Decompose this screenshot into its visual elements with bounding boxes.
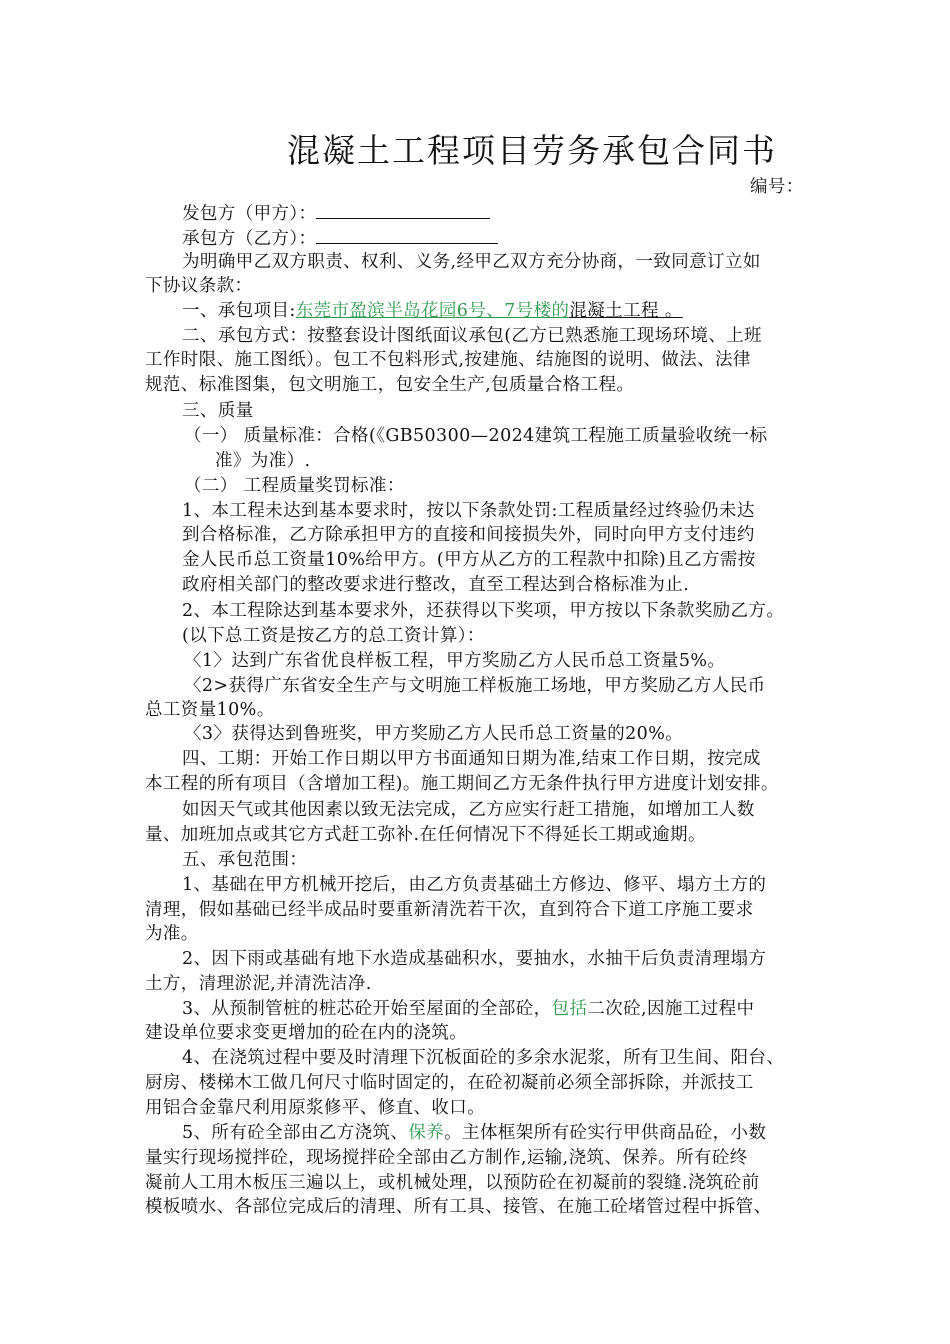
reward-penalty-heading: （二） 工程质量奖罚标准： [184, 476, 405, 496]
section-2-line: 工作时限、施工图纸）。包工不包料形式,按建施、结施图的说明、做法、法律 [145, 350, 751, 370]
reward-clause-line: 2、本工程除达到基本要求外，还获得以下奖项，甲方按以下条款奖励乙方。 [182, 601, 785, 621]
quality-standard-line: （一） 质量标准：合格(《GB50300—2024建筑工程施工质量验收统一标 [184, 426, 768, 446]
scope-2-line: 土方，清理淤泥,并清洗洁净. [145, 974, 372, 994]
section-1-prefix: 一、承包项目: [182, 301, 296, 321]
penalty-clause-line: 政府相关部门的整改要求进行整改，直至工程达到合格标准为止. [182, 575, 690, 595]
award-2-line: 〈2>获得广东省安全生产与文明施工样板施工场地，甲方奖励乙方人民币 [184, 676, 766, 696]
scope-1-line: 清理，假如基础已经半成品时要重新清洗若干次，直到符合下道工序施工要求 [145, 900, 754, 920]
scope-3-text: 3、从预制管桩的桩芯砼开始至屋面的全部砼， [182, 999, 552, 1019]
section-4-line: 本工程的所有项目（含增加工程)。施工期间乙方无条件执行甲方进度计划安排。 [145, 774, 779, 794]
section-4-line: 量、加班加点或其它方式赶工弥补.在任何情况下不得延长工期或逾期。 [145, 825, 706, 845]
scope-5-line: 模板喷水、各部位完成后的清理、所有工具、接管、在施工砼堵管过程中拆管、 [145, 1197, 772, 1217]
intro-line: 为明确甲乙双方职责、权利、义务,经甲乙双方充分协商，一致同意订立如 [182, 252, 761, 272]
quality-standard-line: 准》为准）. [215, 451, 311, 471]
award-2-line: 总工资量10%。 [145, 700, 275, 720]
party-a-line [182, 202, 490, 225]
scope-5-line: 凝前人工用木板压三遍以上，或机械处理，以预防砼在初凝前的裂缝.浇筑砼前 [145, 1173, 760, 1193]
section-4-line: 四、工期：开始工作日期以甲方书面通知日期为准,结束工作日期，按完成 [182, 749, 761, 769]
party-a-label: 发包方（甲方）： [182, 204, 317, 224]
scope-4-line: 厨房、楼梯木工做几何尺寸临时固定的，在砼初凝前必须全部拆除，并派技工 [145, 1073, 754, 1093]
scope-1-line: 为准。 [145, 924, 199, 944]
section-2-line: 规范、标准图集，包文明施工，包安全生产,包质量合格工程。 [145, 375, 635, 395]
scope-4-line: 4、在浇筑过程中要及时清理下沉板面砼的多余水泥浆，所有卫生间、阳台、 [182, 1048, 785, 1068]
scope-1-line: 1、基础在甲方机械开挖后，由乙方负责基础土方修边、修平、塌方土方的 [182, 875, 767, 895]
penalty-clause-line: 1、本工程未达到基本要求时，按以下条款处罚:工程质量经过终验仍未达 [182, 501, 755, 521]
party-b-blank [316, 227, 498, 244]
award-1: 〈1〉达到广东省优良样板工程，甲方奖励乙方人民币总工资量5%。 [184, 651, 726, 671]
number-label: 编号： [750, 177, 804, 197]
party-b-label: 承包方（乙方）： [182, 229, 317, 249]
reward-clause-line: (以下总工资是按乙方的总工资计算）： [182, 626, 485, 646]
scope-5-text: 5、所有砼全部由乙方浇筑、 [182, 1123, 409, 1143]
section-4-line: 如因天气或其他因素以致无法完成，乙方应实行赶工措施，如增加工人数 [182, 800, 755, 820]
scope-3-highlight: 包括 [551, 999, 588, 1019]
scope-3-line: 建设单位要求变更增加的砼在内的浇筑。 [145, 1023, 468, 1043]
scope-2-line: 2、因下雨或基础有地下水造成基础积水，要抽水，水抽干后负责清理塌方 [182, 949, 767, 969]
scope-3-text: 二次砼,因施工过程中 [587, 999, 755, 1019]
section-1-line [182, 300, 683, 322]
penalty-clause-line: 到合格标准，乙方除承担甲方的直接和间接损失外，同时向甲方支付违约 [182, 525, 755, 545]
scope-3-line [182, 998, 754, 1020]
document-title: 混凝土工程项目劳务承包合同书 [287, 131, 777, 170]
section-5-heading: 五、承包范围： [182, 850, 308, 870]
scope-5-highlight: 保养 [408, 1123, 445, 1143]
penalty-clause-line: 金人民币总工资量10%给甲方。(甲方从乙方的工程款中扣除)且乙方需按 [182, 550, 756, 570]
section-1-suffix: 混凝土工程 。 [569, 301, 683, 321]
scope-5-line: 量实行现场搅拌砼，现场搅拌砼全部由乙方制作,运输,浇筑、保养。所有砼终 [145, 1148, 748, 1168]
section-2-line: 二、承包方式：按整套设计图纸面议承包(乙方已熟悉施工现场环境、上班 [182, 326, 763, 346]
award-3: 〈3〉获得达到鲁班奖，甲方奖励乙方人民币总工资量的20%。 [184, 724, 684, 744]
party-b-line [182, 227, 498, 250]
party-a-blank [316, 202, 490, 219]
section-3-heading: 三、质量 [182, 401, 254, 421]
scope-5-line [182, 1122, 766, 1144]
scope-4-line: 用铝合金靠尺利用原浆修平、修直、收口。 [145, 1098, 486, 1118]
project-name: 东莞市盈滨半岛花园6号、7号楼的 [295, 301, 570, 321]
scope-5-text: 。主体框架所有砼实行甲供商品砼，小数 [444, 1123, 767, 1143]
intro-line: 下协议条款： [145, 276, 253, 296]
